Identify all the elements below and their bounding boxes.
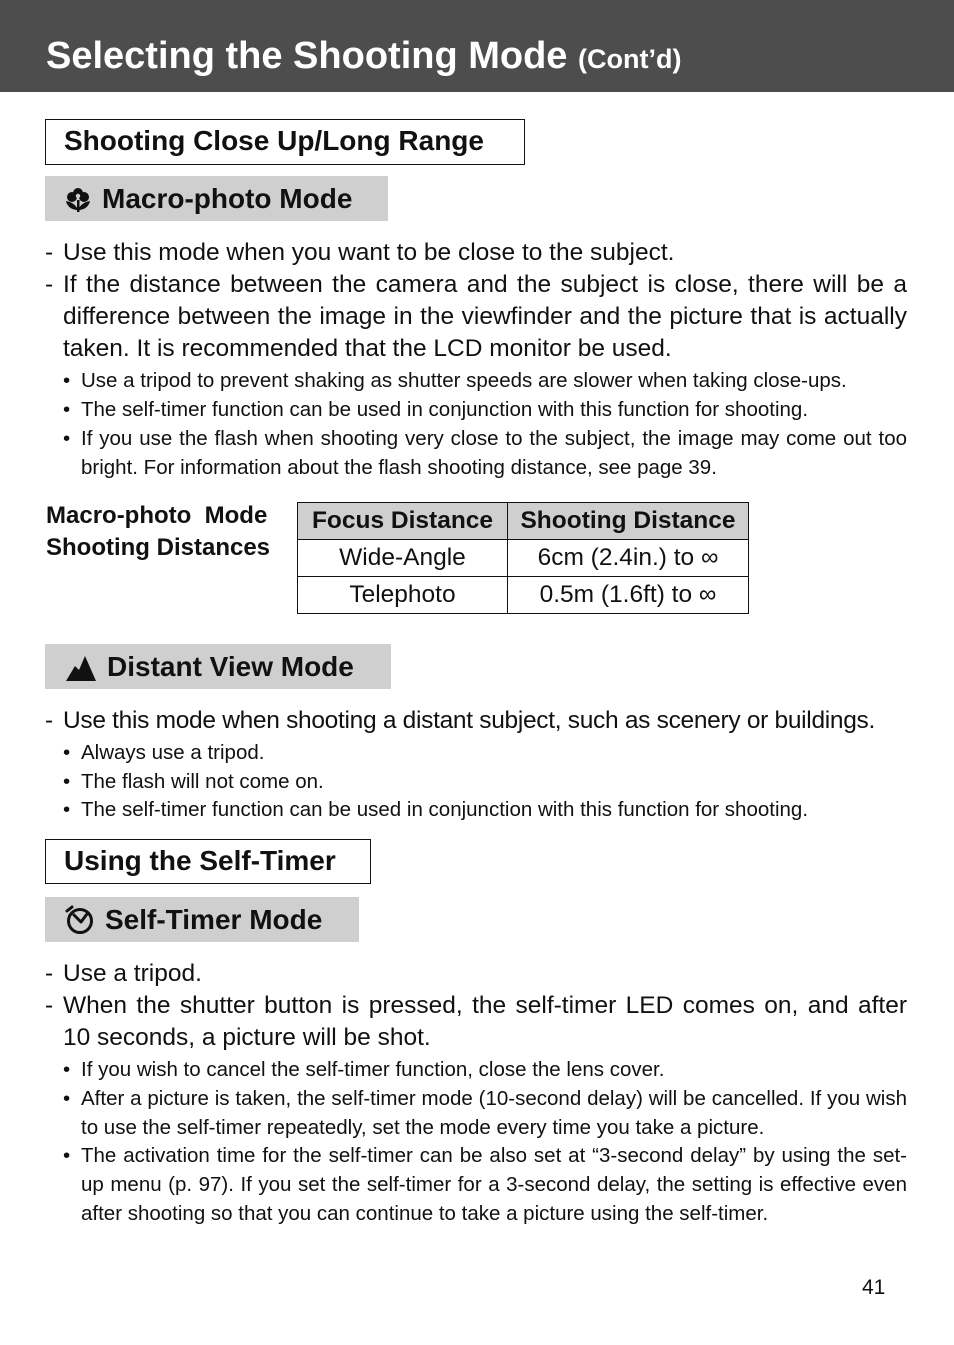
bullet-text: If you use the flash when shooting very close to the subject, the image may come out too bright. For information about the flash shooting distance, see page 39. bbox=[81, 427, 907, 479]
bullet-marker: • bbox=[63, 798, 71, 821]
dash-text: When the shutter button is pressed, the self-timer LED comes on, and after 10 seconds, a picture will be shot. bbox=[63, 992, 907, 1051]
bullet-text: Use a tripod to prevent shaking as shutter speeds are slower when taking close-ups. bbox=[81, 369, 847, 392]
distant-mode-heading bbox=[45, 644, 391, 689]
dash-text: Use a tripod. bbox=[63, 960, 202, 987]
table-cell: 0.5m (1.6ft) to ∞ bbox=[508, 577, 749, 614]
bullet-marker: • bbox=[63, 369, 71, 392]
section-heading-close-up bbox=[45, 119, 525, 165]
table-header-cell: Shooting Distance bbox=[508, 503, 749, 540]
dash-text: If the distance between the camera and the subject is close, there will be a difference between the image in the viewfinder and the picture that is actually taken. It is recommended that the LCD monitor be used. bbox=[63, 271, 907, 362]
bullet-marker: • bbox=[63, 398, 71, 421]
macro-table-label bbox=[46, 500, 270, 564]
macro-bullet-item bbox=[63, 424, 907, 482]
self-timer-icon bbox=[65, 905, 95, 935]
dash-marker: - bbox=[45, 707, 54, 734]
bullet-marker: • bbox=[63, 1144, 71, 1167]
header-banner bbox=[0, 0, 954, 92]
section-heading-text: Using the Self-Timer bbox=[64, 845, 336, 876]
macro-bullet-item bbox=[63, 366, 907, 395]
dash-text: Use this mode when you want to be close to the subject. bbox=[63, 239, 675, 266]
bullet-marker: • bbox=[63, 427, 71, 450]
dash-marker: - bbox=[45, 992, 54, 1019]
distant-bullet-item bbox=[63, 738, 907, 767]
bullet-text: The flash will not come on. bbox=[81, 770, 324, 793]
table-cell: Wide-Angle bbox=[298, 540, 508, 577]
section-heading-text: Shooting Close Up/Long Range bbox=[64, 125, 484, 156]
dash-marker: - bbox=[45, 239, 54, 266]
distant-bullet-item bbox=[63, 767, 907, 796]
dash-text: Use this mode when shooting a distant subject, such as scenery or buildings. bbox=[63, 707, 876, 734]
timer-mode-title: Self-Timer Mode bbox=[105, 904, 323, 935]
section-heading-self-timer bbox=[45, 839, 371, 884]
timer-dash-item bbox=[45, 990, 907, 1054]
bullet-marker: • bbox=[63, 741, 71, 764]
table-row bbox=[298, 540, 749, 577]
macro-mode-heading bbox=[45, 176, 388, 221]
bullet-marker: • bbox=[63, 770, 71, 793]
timer-mode-heading bbox=[45, 897, 359, 942]
table-row bbox=[298, 577, 749, 614]
table-label-line: Macro-photo Mode bbox=[46, 502, 268, 529]
table-header-row bbox=[298, 503, 749, 540]
bullet-text: Always use a tripod. bbox=[81, 741, 265, 764]
bullet-text: The self-timer function can be used in conjunction with this function for shooting. bbox=[81, 398, 809, 421]
table-label-line: Shooting Distances bbox=[46, 534, 271, 561]
timer-bullet-item bbox=[63, 1141, 907, 1228]
page-title bbox=[46, 34, 681, 81]
macro-mode-title: Macro-photo Mode bbox=[102, 183, 353, 214]
bullet-text: The activation time for the self-timer can be also set at “3-second delay” by using the set-up menu (p. 97). If you set the self-timer for a 3-second delay, the setting is effective even after shooting so that you can continue to take a picture using the self-timer. bbox=[81, 1144, 907, 1225]
bullet-marker: • bbox=[63, 1058, 71, 1081]
mountain-icon bbox=[65, 654, 97, 682]
timer-dash-item bbox=[45, 958, 907, 990]
bullet-marker: • bbox=[63, 1087, 71, 1110]
page-number: 41 bbox=[862, 1276, 886, 1299]
distant-mode-title: Distant View Mode bbox=[107, 651, 354, 682]
page-title-text: Selecting the Shooting Mode bbox=[46, 35, 568, 77]
timer-bullet-item bbox=[63, 1084, 907, 1142]
distant-bullet-item bbox=[63, 795, 907, 824]
dash-marker: - bbox=[45, 271, 54, 298]
table-header-cell: Focus Distance bbox=[298, 503, 508, 540]
macro-flower-icon bbox=[63, 186, 93, 214]
table-cell: 6cm (2.4in.) to ∞ bbox=[508, 540, 749, 577]
macro-dash-item bbox=[45, 237, 907, 269]
timer-bullet-item bbox=[63, 1055, 907, 1084]
page-title-suffix: (Cont’d) bbox=[578, 44, 682, 74]
bullet-text: The self-timer function can be used in conjunction with this function for shooting. bbox=[81, 798, 809, 821]
distant-dash-item bbox=[45, 705, 907, 737]
table-cell: Telephoto bbox=[298, 577, 508, 614]
macro-dash-item bbox=[45, 269, 907, 365]
macro-distance-table bbox=[297, 502, 749, 614]
macro-bullet-item bbox=[63, 395, 907, 424]
bullet-text: If you wish to cancel the self-timer function, close the lens cover. bbox=[81, 1058, 665, 1081]
dash-marker: - bbox=[45, 960, 54, 987]
bullet-text: After a picture is taken, the self-timer mode (10-second delay) will be cancelled. If you wish to use the self-timer repeatedly, set the mode every time you take a picture. bbox=[81, 1087, 907, 1139]
